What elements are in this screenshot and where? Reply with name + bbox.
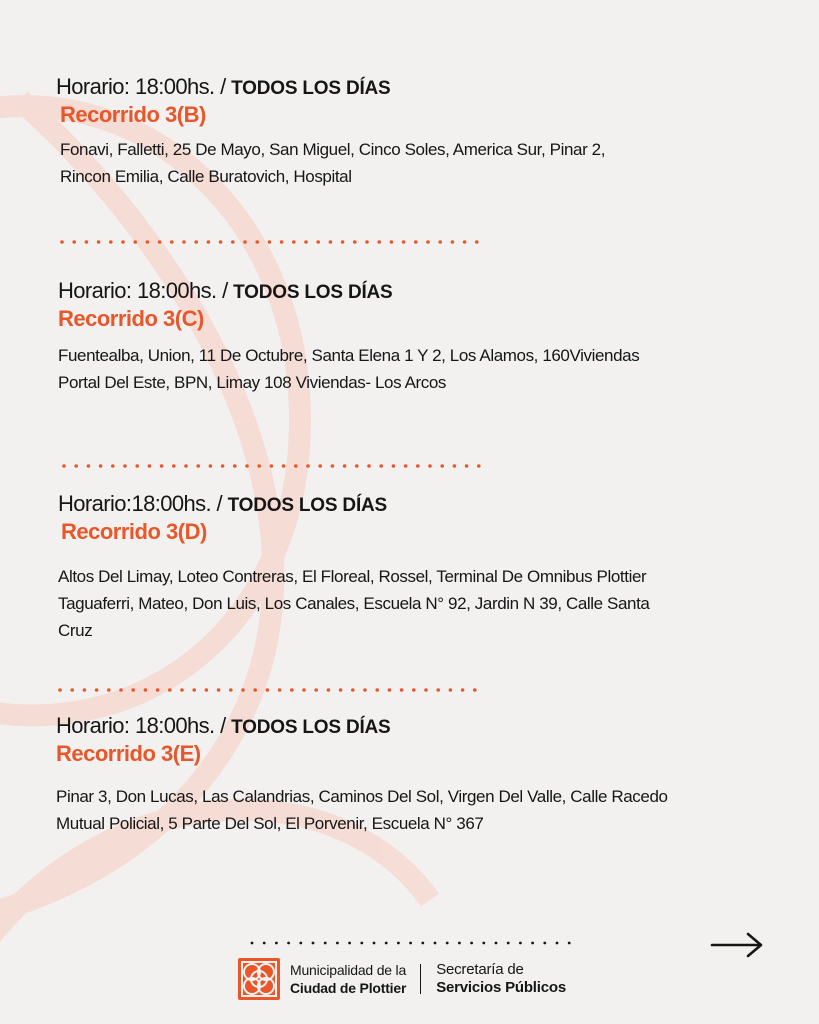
stops-line: Mutual Policial, 5 Parte Del Sol, El Porvenir, Escuela N° 367 — [56, 814, 484, 833]
separator-dot — [409, 942, 412, 945]
separator-dot — [568, 942, 571, 945]
separator-dot — [440, 464, 444, 468]
route-stops — [60, 136, 605, 190]
separator-dot — [363, 688, 367, 692]
separator-dot — [148, 464, 152, 468]
separator-dot — [355, 464, 359, 468]
municipality-logo-icon — [238, 958, 280, 1000]
stops-line: Pinar 3, Don Lucas, Las Calandrias, Caminos Del Sol, Virgen Del Valle, Calle Racedo — [56, 787, 668, 806]
separator-dot — [392, 464, 396, 468]
schedule-line — [58, 278, 639, 304]
separator-dot — [351, 688, 355, 692]
separator-dot — [221, 464, 225, 468]
footer-dotted-separator — [250, 941, 574, 945]
schedule-days: TODOS LOS DÍAS — [233, 282, 393, 303]
separator-dot — [121, 240, 125, 244]
route-title: Recorrido 3(D) — [61, 519, 207, 544]
schedule-line — [56, 713, 668, 739]
separator-dot — [255, 240, 259, 244]
schedule-time: Horario:18:00hs. / — [58, 491, 228, 516]
separator-dot — [245, 464, 249, 468]
separator-dot — [343, 464, 347, 468]
stops-line: Portal Del Este, BPN, Limay 108 Viviendas- Los Arcos — [58, 373, 447, 392]
route-stops — [56, 783, 668, 837]
separator-dot — [196, 464, 200, 468]
separator-dot — [318, 464, 322, 468]
separator-dot — [292, 240, 296, 244]
separator-dot — [99, 464, 103, 468]
stops-line: Fuentealba, Union, 11 De Octubre, Santa Elena 1 Y 2, Los Alamos, 160Viviendas — [58, 346, 640, 365]
separator-dot — [316, 240, 320, 244]
separator-dot — [253, 688, 257, 692]
separator-dot — [209, 464, 213, 468]
separator-dot — [390, 240, 394, 244]
separator-dot — [95, 688, 99, 692]
separator-dot — [519, 942, 522, 945]
route-stops — [58, 342, 639, 396]
route-title: Recorrido 3(C) — [58, 306, 204, 331]
separator-dot — [331, 464, 335, 468]
separator-dot — [312, 942, 315, 945]
separator-dot — [473, 688, 477, 692]
separator-dot — [131, 688, 135, 692]
separator-dot — [156, 688, 160, 692]
separator-dot — [275, 942, 278, 945]
route-block-c — [58, 278, 639, 396]
separator-dot — [458, 942, 461, 945]
stops-line: Taguaferri, Mateo, Don Luis, Los Canales, Escuela N° 92, Jardin N 39, Calle Santa — [58, 594, 650, 613]
separator-dot — [379, 464, 383, 468]
separator-dot — [109, 240, 113, 244]
separator-dot — [416, 464, 420, 468]
separator-dot — [327, 688, 331, 692]
separator-dot — [339, 688, 343, 692]
separator-dot — [531, 942, 534, 945]
separator-dot — [377, 240, 381, 244]
route-title: Recorrido 3(E) — [56, 741, 201, 766]
separator-dot — [257, 464, 261, 468]
separator-dot — [397, 942, 400, 945]
separator-dot — [280, 240, 284, 244]
secretariat-line1: Secretaría de — [436, 961, 524, 978]
separator-dot — [507, 942, 510, 945]
arrow-right-icon[interactable] — [710, 930, 764, 960]
separator-dot — [229, 688, 233, 692]
dotted-separator — [60, 240, 484, 244]
stops-line: Altos Del Limay, Loteo Contreras, El Floreal, Rossel, Terminal De Omnibus Plottier — [58, 567, 647, 586]
separator-dot — [158, 240, 162, 244]
separator-dot — [87, 464, 91, 468]
separator-dot — [336, 942, 339, 945]
schedule-days: TODOS LOS DÍAS — [231, 78, 391, 99]
separator-dot — [451, 240, 455, 244]
separator-dot — [348, 942, 351, 945]
separator-dot — [180, 688, 184, 692]
separator-dot — [60, 240, 64, 244]
separator-dot — [62, 464, 66, 468]
separator-dot — [556, 942, 559, 945]
separator-dot — [388, 688, 392, 692]
schedule-line — [56, 74, 605, 100]
separator-dot — [70, 688, 74, 692]
separator-dot — [135, 464, 139, 468]
separator-dot — [270, 464, 274, 468]
separator-dot — [482, 942, 485, 945]
separator-dot — [353, 240, 357, 244]
separator-dot — [123, 464, 127, 468]
separator-dot — [367, 464, 371, 468]
separator-dot — [375, 688, 379, 692]
separator-dot — [168, 688, 172, 692]
separator-dot — [434, 942, 437, 945]
separator-dot — [306, 464, 310, 468]
separator-dot — [182, 240, 186, 244]
municipality-line1: Municipalidad de la — [290, 962, 407, 978]
separator-dot — [251, 942, 254, 945]
schedule-days: TODOS LOS DÍAS — [227, 495, 388, 516]
separator-dot — [146, 240, 150, 244]
separator-dot — [170, 240, 174, 244]
separator-dot — [207, 240, 211, 244]
separator-dot — [329, 240, 333, 244]
separator-dot — [217, 688, 221, 692]
separator-dot — [83, 688, 87, 692]
route-stops — [58, 563, 649, 644]
separator-dot — [402, 240, 406, 244]
separator-dot — [219, 240, 223, 244]
route-block-d — [58, 491, 649, 644]
schedule-time: Horario: 18:00hs. / — [58, 278, 234, 303]
separator-dot — [192, 688, 196, 692]
schedule-days: TODOS LOS DÍAS — [231, 717, 391, 738]
separator-dot — [243, 240, 247, 244]
municipality-name — [290, 961, 406, 997]
route-title: Recorrido 3(B) — [60, 102, 206, 127]
separator-dot — [314, 688, 318, 692]
schedule-time: Horario: 18:00hs. / — [56, 74, 232, 99]
separator-dot — [475, 240, 479, 244]
separator-dot — [465, 464, 469, 468]
separator-dot — [400, 688, 404, 692]
separator-dot — [470, 942, 473, 945]
separator-dot — [290, 688, 294, 692]
separator-dot — [58, 688, 62, 692]
separator-dot — [144, 688, 148, 692]
separator-dot — [160, 464, 164, 468]
separator-dot — [360, 942, 363, 945]
separator-dot — [428, 464, 432, 468]
separator-dot — [72, 240, 76, 244]
separator-dot — [341, 240, 345, 244]
separator-dot — [133, 240, 137, 244]
separator-dot — [282, 464, 286, 468]
separator-dot — [233, 464, 237, 468]
separator-dot — [278, 688, 282, 692]
stops-line: Rincon Emilia, Calle Buratovich, Hospital — [60, 167, 352, 186]
separator-dot — [477, 464, 481, 468]
separator-dot — [412, 688, 416, 692]
schedule-line — [58, 491, 649, 517]
separator-dot — [85, 240, 89, 244]
separator-dot — [299, 942, 302, 945]
separator-dot — [424, 688, 428, 692]
separator-dot — [446, 942, 449, 945]
separator-dot — [263, 942, 266, 945]
separator-dot — [241, 688, 245, 692]
separator-dot — [404, 464, 408, 468]
separator-dot — [373, 942, 376, 945]
separator-dot — [205, 688, 209, 692]
separator-dot — [172, 464, 176, 468]
stops-line: Cruz — [58, 621, 93, 640]
schedule-time: Horario: 18:00hs. / — [56, 713, 232, 738]
separator-dot — [231, 240, 235, 244]
stops-line: Fonavi, Falletti, 25 De Mayo, San Miguel, Cinco Soles, America Sur, Pinar 2, — [60, 140, 606, 159]
separator-dot — [324, 942, 327, 945]
separator-dot — [426, 240, 430, 244]
separator-dot — [385, 942, 388, 945]
separator-dot — [436, 688, 440, 692]
separator-dot — [463, 240, 467, 244]
separator-dot — [365, 240, 369, 244]
separator-dot — [543, 942, 546, 945]
footer-divider — [420, 964, 421, 994]
separator-dot — [287, 942, 290, 945]
dotted-separator — [58, 688, 482, 692]
separator-dot — [294, 464, 298, 468]
route-block-b — [56, 74, 605, 190]
separator-dot — [74, 464, 78, 468]
separator-dot — [453, 464, 457, 468]
separator-dot — [107, 688, 111, 692]
separator-dot — [421, 942, 424, 945]
secretariat-name — [436, 961, 566, 997]
footer-branding — [238, 957, 566, 1001]
separator-dot — [266, 688, 270, 692]
separator-dot — [461, 688, 465, 692]
route-block-e — [56, 713, 668, 837]
municipality-line2: Ciudad de Plottier — [290, 980, 407, 996]
separator-dot — [194, 240, 198, 244]
separator-dot — [438, 240, 442, 244]
secretariat-line2: Servicios Públicos — [436, 979, 566, 996]
separator-dot — [111, 464, 115, 468]
separator-dot — [304, 240, 308, 244]
separator-dot — [302, 688, 306, 692]
separator-dot — [97, 240, 101, 244]
separator-dot — [414, 240, 418, 244]
dotted-separator — [62, 464, 486, 468]
separator-dot — [184, 464, 188, 468]
separator-dot — [119, 688, 123, 692]
separator-dot — [268, 240, 272, 244]
separator-dot — [449, 688, 453, 692]
separator-dot — [495, 942, 498, 945]
